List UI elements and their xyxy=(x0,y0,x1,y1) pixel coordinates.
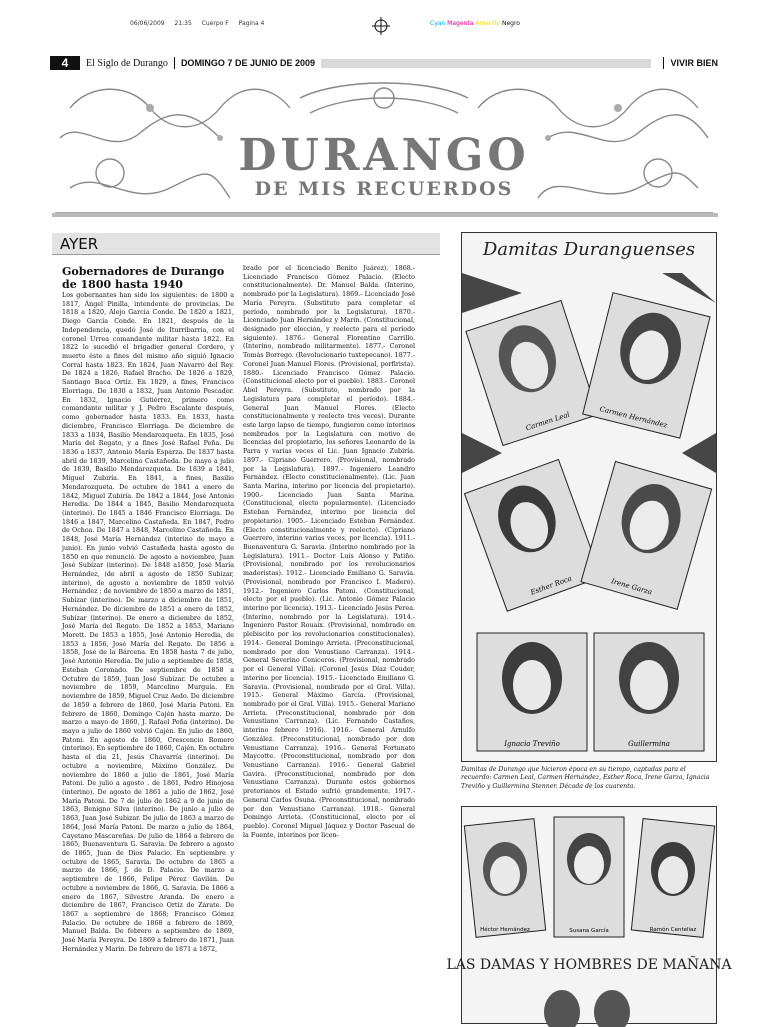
photo-name-2: Carmen Hernández xyxy=(598,405,669,430)
newspaper-name: El Siglo de Durango xyxy=(86,57,168,69)
page-header xyxy=(50,56,718,70)
print-page: Pagina 4 xyxy=(238,20,265,27)
color-negro: Negro xyxy=(501,20,520,27)
color-cyan: Cyan xyxy=(430,20,446,27)
color-amarillo: Amarillo xyxy=(475,20,501,27)
photo-name-3: Esther Roca xyxy=(529,574,573,597)
header-divider xyxy=(174,57,175,69)
photo2-name-2: Susana García xyxy=(569,928,609,934)
page-number: 4 xyxy=(50,56,80,70)
print-body: Cuerpo F xyxy=(201,20,229,27)
banner-title: DURANGO xyxy=(238,130,530,181)
banner-subtitle: DE MIS RECUERDOS xyxy=(254,178,514,200)
section-label: AYER xyxy=(52,233,440,255)
photo2-name-1: Héctor Hernández xyxy=(480,927,530,933)
photo-name-4: Irene Garza xyxy=(610,577,653,597)
photo-name-6: Guillermina xyxy=(628,740,670,748)
color-magenta: Magenta xyxy=(447,20,474,27)
printer-slug xyxy=(130,20,272,27)
registration-mark-icon xyxy=(372,17,390,35)
article-column-1: Los gobernantes han sido los siguientes: de 1800 a 1817, Ángel Pinilla, intendente de provincias. De 1818 a 1820, Alejo García Conde. De 1820 a 1821, Diego García Conde. En 1821, después de la Independencia, quedó José de Iturribarría, con el coronel Urrea comandante militar hasta 1822. En 1822 le sucedió el brigadier general Cordero, y muerto éste a fines del mismo año siguió Ignacio Corral hasta 1823. En 1824, Juan Navarro del Rey. De 1824 a 1826, Rafael Bracho. De 1826 a 1829, Santiago Baca Ortiz. En 1829, a fines, Francisco Elorriaga. De 1830 a 1832, Juan Antonio Pescador. En 1832, Ignacio Gutiérrez, primero como comandante militar y J. Pedro Escalante después, como gobernador hasta 1833. En 1833, hasta diciembre, Francisco Elorriaga. De diciembre de 1833 a 1834, Basilio Mendarozqueta. En 1835, José María del Regato, y a fines José Rafael Peña. De 1836 a 1837, Antonio María Esparza. De 1837 hasta abril de 1839, Marcelino Castañeda. De mayo a julio de 1839, Basilio Mendarozqueta. De 1839 a 1841, Miguel Zubiría. En 1841, a fines, Basilio Mendarozqueta. De octubre de 1841 a enero de 1842, Miguel Zubiría. De 1842 a 1844, José Antonio Heredia. De 1844 a 1845, Basilio Mendarozqueta (interino). De 1845 a 1846 Francisco Elorriaga. De 1846 a 1847, Marcelino Castañeda. En 1847, Pedro de Ochoa. De 1847 a 1848, Marcelino Castañeda. En 1848, José María Hernández (interino de mayo a junio). En junio volvió Castañeda hasta agosto de 1850 en que renunció. De agosto a noviembre, Juan José Subízar (interino). De 1848 a1850, José María Hernández, (de abril a agosto de 1850 Subizar, interino), de agosto a noviembre de 1850 volvió Hernández ; de noviembre de 1850 a marzo de 1851, Subízar (interino). De marzo a diciembre de 1851, Hernández. De diciembre de 1851 a enero de 1852, Subízar (interino). De enero a diciembre de 1852, José María del Regato. De 1852 a 1853, Mariano Morett. De 1853 a 1855, José Antonio Heredia, de 1853 a 1856, José María del Regato. De 1856 a 1858, José de la Bárcena. En 1858 hasta 7 de julio, José Antonio Heredia. De julio a septiembre de 1858, Esteban Coronado. De septiembre de 1858 a Octubre de 1859, Juan José Subízar. De octubre a noviembre de 1859, Marcelino Murguía. En noviembre de 1859, Miguel Cruz Aedo. De diciembre de 1859 a febrero de 1860, José María Patoni. En febrero de 1860, Domingo Cajén hasta marzo. De marzo a mayo de 1860, J. Rafael Peña (interino). De mayo a julio de 1860 volvió Cajén. En julio de 1860, Patoni. En agosto de 1860, Crescencio Romero (interino). En septiembre de 1860, Cajén. En octubre hasta el día 21, Jesús Chavarría (interino). De octubre a noviembre, Máximo González. De noviembre de 1860 a julio de 1861, José María Patoni. De julio a agosto . de 1861, Pedro Hinojosa (interino). De agosto de 1861 a julio de 1862, José María Patoni. De 7 de julio de 1862 a 9 de junio de 1863, Benigno Silva (interino). De junio a julio de 1863, Juan José Subizar. De julio de 1863 a marzo de 1864, José María Patoni. De marzo a julio de 1864, Cayetano Mascareñas. De julio de 1864 a febrero de 1865, Buenaventura G. Saravia. De febrero a agosto de 1865, Juan de Dios Palacio. En septiembre y octubre de 1865, Saravia. De octubre de 1865 a marzo de 1866, J. de D. Palacio. De marzo a septiembre de 1866, Felipe Pérez Gavilán. De octubre a noviembre de 1866, G. Saravia. De 1866 a enero de 1867, Silvestre Aranda. De enero a diciembre de 1867, Francisco Ortiz de Zárate. De 1867 a septiembre de 1868; Francisco Gómez Palacio. De octubre de 1868 a febrero de 1869, Manuel Balda. De febrero a septiembre de 1869, José María Pereyra. De 1869 a febrero de 1871, Juan Hernández y Marín. De febrero de 1871 a 1872, xyxy=(62,292,234,953)
section-name: VIVIR BIEN xyxy=(670,58,718,68)
photo-damitas-title: Damitas Duranguenses xyxy=(482,239,696,260)
photo-caption: Damitas de Durango que hicieron época en su tiempo, captadas para el recuerdo: Carmen Leal, Carmen Hernández, Esther Roca, Irene Garza, Ignacia Treviño y Guillermina Stenner. Década de los cuarenta. xyxy=(461,766,710,790)
header-fill-bar xyxy=(321,59,652,68)
photo2-name-3: Ramón Centeliaz xyxy=(649,927,697,933)
banner-rule xyxy=(52,213,718,217)
header-divider xyxy=(663,57,664,69)
header-date: DOMINGO 7 DE JUNIO DE 2009 xyxy=(180,58,315,68)
photo-damitas-illustration xyxy=(462,233,716,761)
photo-name-5: Ignacia Treviño xyxy=(504,740,560,748)
print-time: 21:35 xyxy=(174,20,192,27)
color-bar xyxy=(430,20,520,27)
photo2-title: LAS DAMAS Y HOMBRES DE MAÑANA xyxy=(446,957,732,973)
article-column-2: brado por el licenciado Benito Juárez). 1868.- Licenciado Francisco Gómez Palacio. (Electo constitucionalmente). Dr. Manuel Balda. (Interino, nombrado por la Legislatura). 1869.- Licenciado José María Pereyra. (Substituto para completar el período, nombrado por la Legislatura). 1870.- Licenciado Juan Hernández y Marín. (Constitucional, designado por elección, y reelecto para el período siguiente). 1876.- General Florentino Carrillo. (Interino, nombrado militarmente). 1877.- Coronel Tomás Borrego. (Revolucionario tuxtepecano). 1877.- Coronel Juan Manuel Flores. (Provisional, porfirista). 1880.- Licenciado Francisco Gómez Palacio. (Constitucional electo por el pueblo). 1883.- Coronel Abel Pereyra. (Substituto, nombrado por la Legislatura para completar el período). 1884.- General Juan Manuel Flores. (Electo constitucionalmente y reelecto tres veces). Durante este largo lapso de tiempo, fungieron como interinos nombrados por la Legislatura con motivo de licencias del propietario, los señores Leonardo de la Parra y varias veces el Lic. Juan Ignacio Zubiría. 1897.- Cipriano Guerrero. (Provisional, nombrado por la Legislatura). 1897.- Ingeniero Leandro Fernández. (Electo constitucionalmente). (Lic. Juan Santa Marina, interino por licencia del propietario). 1900.- Licenciado Juan Santa Marina. (Constitucional, electo popularmente). (Licenciado Esteban Fernández, interino por licencia del propietario). 1905.- Licenciado Esteban Fernández. (Electo constitucionalmente y reelecto). (Cipriano Guerrero, interino varias veces, por licencia). 1911.- Buenaventura G. Saravia. (Interino nombrado por la Legislatura). 1911.- Doctor Luis Alonso y Patiño. (Provisional, nombrado por los revolucionarios maderistas). 1912.- Licenciado Emiliano G. Saravia. (Provisional, nombrado por Francisco I. Madero). 1912.- Ingeniero Carlos Patoni. (Constitucional, electo por el pueblo). (Lic. Antonio Gómez Palacio interino por licencia). 1913.- Licenciado Jesús Perea. (Interino, nombrado por la Legislatura). 1914.- Ingeniero Pastor Rouaix. (Provisional, nombrado en plebiscito por los revolucionarios constitucionales). 1914.- General Domingo Arrieta. (Preconstitucional, nombrado por don Venustiano Carranza). 1914.- General Severino Ceniceros. (Provisional, nombrado por el General Villa). (Coronel Jesús Díaz Couder, interino por licencia). 1915.- Licenciado Emiliano G. Saravia. (Provisional, nombrado por el Gral. Villa). 1915.- General Máximo García. (Provisional, nombrado por el Gral. Villa). 1915.- General Mariano Arrieta. (Preconstitucional, nombrado por don Venustiano Carranza). (Lic. Fernando Castaños, interino febrero 1916). 1916.- General Arnulfo González. (Preconstitucional, nombrado por don Venustiano Carranza). 1916.- General Fortunato Maycotte. (Preconstitucional, nombrado por don Venustiano Carranza). 1916.- General Gabriel Gavira. (Preconstitucional, nombrado por don Venustiano Carranza). Durante estos gobiernos pretorianos el Estado sufrió grandemente. 1917.- General Carlos Osuna. (Preconstitucional, nombrado por don Venustiano Carranza). 1918.- General Domingo Arrieta. (Constitucional, electo por el pueblo). Coronel Miguel Jáquez y Doctor Pascual de la Fuente, interinos por licen- xyxy=(243,265,415,839)
photo-name-1: Carmen Leal xyxy=(524,410,571,433)
photo-damas-hombres xyxy=(446,806,732,1024)
photo-damas-illustration xyxy=(446,807,732,1023)
print-date: 06/06/2009 xyxy=(130,20,165,27)
photo-damitas xyxy=(461,232,717,762)
article-title: Gobernadores de Durango de 1800 hasta 1940 xyxy=(62,265,225,291)
